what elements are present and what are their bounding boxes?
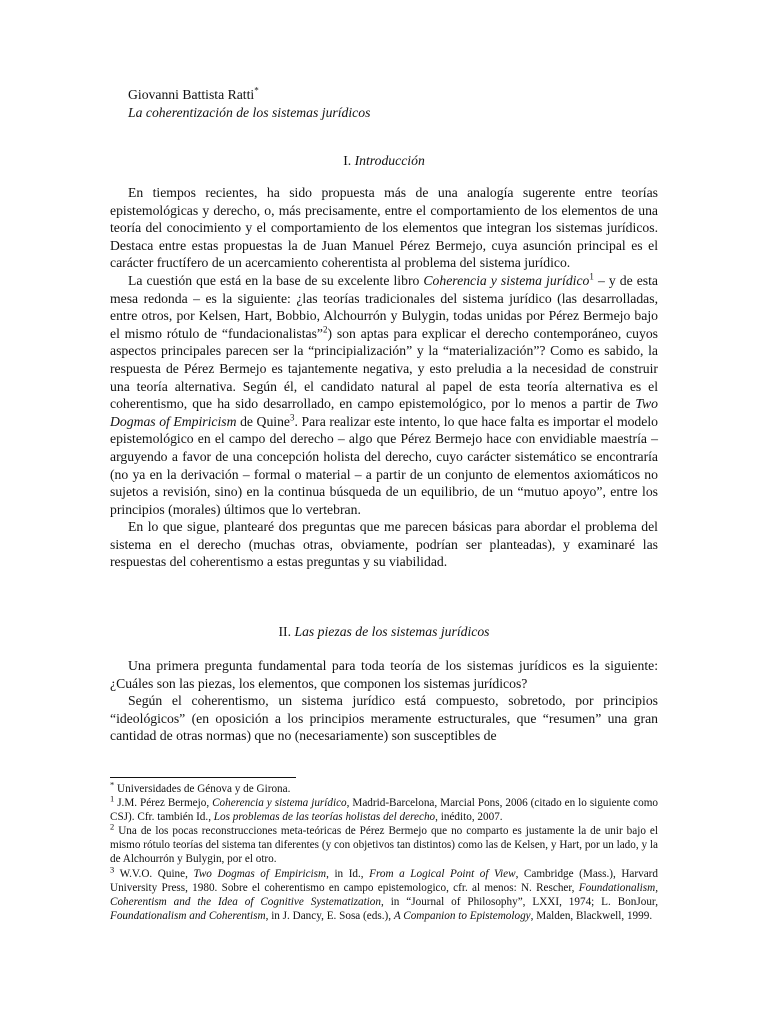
footnote-italic: Two Dogmas of Empiricism: [193, 867, 327, 880]
footnote-italic: Foundationalism, Coherentism and the Idea of Cognitive Systematization: [110, 881, 658, 908]
text-run: ) son aptas para explicar el derecho contemporáneo, cuyos aspectos principales parecen ser la “principialización” y la “materialización”? Como es sabido, la respuesta de Pérez Bermejo es tajantemente negativa, y esto preludia a la necesidad de construir una teoría alternativa. Según él, el candidato natural al papel de esta teoría alternativa es el coherentismo, que ha sido desarrollado, en campo epistemológico, por lo menos a partir de: [110, 325, 658, 412]
footnote-2: [110, 821, 658, 866]
paragraph: Según el coherentismo, un sistema jurídico está compuesto, sobretodo, por principios “ideológicos” (en oposición a los principios meramente estructurales, que “resumen” una gran cantidad de otras normas) que no (necesariamente) son susceptibles de: [110, 693, 658, 744]
footnote-text: , Cambridge (Mass.), Harvard University Press, 1980. Sobre el coherentismo en campo epistemologico, cfr. al menos: N. Rescher,: [110, 867, 659, 894]
paper-title: La coherentización de los sistemas jurídicos: [128, 105, 371, 120]
text-run: de Quine: [236, 413, 291, 429]
footnote-text: , in “Journal of Philosophy”, LXXI, 1974; L. BonJour,: [380, 895, 658, 908]
footnote-mark: 3: [110, 863, 115, 874]
section-title: Introducción: [354, 153, 425, 168]
footnote-italic: A Companion to Epistemology: [393, 909, 531, 922]
section-number: I.: [343, 153, 352, 168]
book-title: Coherencia y sistema jurídico: [423, 272, 590, 288]
text-run: – y de esta mesa redonda – es la siguiente: ¿las teorías tradicionales del sistema jurídico (las desarrolladas, entre otros, por Kelsen, Hart, Bobbio, Alchourrón y Bulygin, todas unidas por Pérez Bermejo bajo el mismo rótulo de “fundacionalistas”: [110, 272, 659, 341]
section-number: II.: [278, 624, 292, 639]
footnote-text: Universidades de Génova y de Girona.: [114, 783, 291, 795]
author-name: [128, 86, 259, 104]
work-title: Two Dogmas of Empiricism: [110, 396, 658, 429]
footnote-mark: *: [110, 779, 115, 790]
footnote-1: [110, 793, 659, 824]
section-body-introduccion: [110, 184, 658, 571]
footnote-3: [110, 863, 659, 923]
paragraph: En tiempos recientes, ha sido propuesta más de una analogía sugerente entre teorías epistemológicas y derecho, o, más precisamente, entre el comportamiento de los elementos de una teoría del conocimiento y el comportamiento de los elementos que integran los sistemas jurídicos. Destaca entre estas propuestas la de Juan Manuel Pérez Bermejo, cuya asunción principal es el carácter fructífero de un acercamiento coherentista al problema del sistema jurídico.: [110, 185, 658, 271]
footnote-divider: [110, 777, 296, 778]
footnote-italic: From a Logical Point of View: [369, 867, 516, 880]
author-text: Giovanni Battista Ratti: [128, 87, 255, 102]
footnote-mark-2[interactable]: 2: [322, 324, 328, 335]
footnote-text: , Madrid-Barcelona, Marcial Pons, 2006 (citado en lo siguiente como CSJ). Cfr. también Id.,: [110, 797, 659, 824]
footnote-text: , in J. Dancy, E. Sosa (eds.),: [265, 909, 394, 922]
section-body-piezas: [110, 657, 658, 745]
footnote-text: W.V.O. Quine,: [114, 867, 194, 880]
footnote-text: , Malden, Blackwell, 1999.: [530, 909, 653, 922]
footnote-mark-1[interactable]: 1: [589, 271, 594, 282]
footnote-text: , in Id.,: [326, 867, 370, 880]
footnote-italic: Los problemas de las teorías holistas del derecho: [213, 811, 436, 824]
footnote-italic: Coherencia y sistema jurídico: [212, 797, 347, 810]
footnote-text: J.M. Pérez Bermejo,: [114, 797, 213, 810]
footnote-text: Una de los pocas reconstrucciones meta-teóricas de Pérez Bermejo que no comparto es justamente la de unir bajo el mismo rótulo teorías del sistema tan diferentes (y con objetivos tan distintos) como las de Kelsen, y Hart, por un lado, y la de Alchourrón y Bulygin, por el otro.: [110, 825, 658, 866]
section-title: Las piezas de los sistemas jurídicos: [294, 624, 490, 639]
text-run: La cuestión que está en la base de su excelente libro: [128, 272, 424, 288]
paragraph: En lo que sigue, plantearé dos preguntas que me parecen básicas para abordar el problema del sistema en el derecho (muchas otras, obviamente, podrían ser planteadas), y examinaré las respuestas del coherentismo a estas preguntas y su viabilidad.: [110, 519, 658, 570]
footnote-0: [110, 779, 658, 796]
section-heading-piezas: [110, 623, 658, 641]
footnote-italic: Foundationalism and Coherentism: [110, 909, 266, 922]
footnote-mark-3[interactable]: 3: [290, 412, 295, 423]
footnote-mark: 1: [110, 793, 115, 804]
paragraph: Una primera pregunta fundamental para toda teoría de los sistemas jurídicos es la siguiente: ¿Cuáles son las piezas, los elementos, que componen los sistemas jurídicos?: [110, 658, 658, 691]
author-footnote-mark[interactable]: *: [254, 85, 259, 96]
footnote-mark: 2: [110, 821, 115, 832]
footnote-text: , inédito, 2007.: [435, 811, 503, 824]
text-run: . Para realizar este intento, lo que hace falta es importar el modelo epistemológico en el campo del derecho – algo que Pérez Bermejo hace con envidiable maestría – arguyendo a favor de una concepción holista del derecho, cuyo carácter sistemático se encontraría (no ya en la derivación – formal o material – a partir de un conjunto de elementos axiomáticos no sujetos a revisión, sino) en la continua búsqueda de un equilibrio, de un “mutuo apoyo”, entre los principios (morales) últimos que lo vertebran.: [110, 413, 658, 517]
paragraph: [110, 272, 658, 518]
footnotes: [110, 779, 659, 923]
section-heading-introduccion: [110, 152, 658, 170]
